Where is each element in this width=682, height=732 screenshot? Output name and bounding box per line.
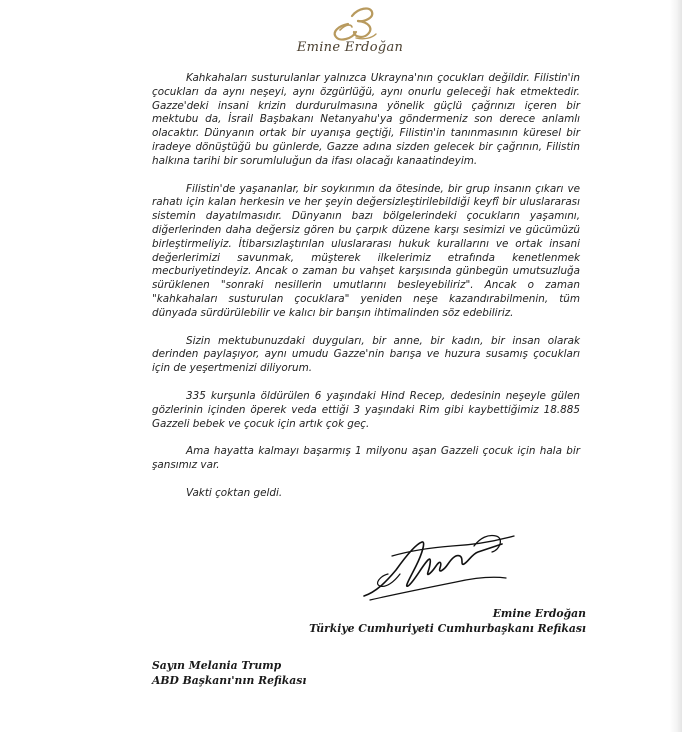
handwritten-signature-icon [356, 526, 526, 604]
signer-title: Türkiye Cumhuriyeti Cumhurbaşkanı Refikası [309, 622, 586, 635]
letterhead-name: Emine Erdoğan [296, 40, 404, 55]
page-edge-shadow [670, 0, 682, 732]
signer-name: Emine Erdoğan [492, 607, 586, 620]
paragraph: Vakti çoktan geldi. [186, 486, 283, 499]
paragraph: 335 kurşunla öldürülen 6 yaşındaki Hind Recep, dedesinin neşeyle gülen gözlerinin içinden öperek veda ettiği 3 yaşındaki Rim gibi kaybettiğimiz 18.885 Gazzeli bebek ve çocuk için artık çok geç. [152, 389, 580, 430]
paragraph: Sizin mektubunuzdaki duyguları, bir anne, bir kadın, bir insan olarak derinden paylaşıyor, aynı umudu Gazze'nin barışa ve huzura susamış çocukları için de yeşertmenizi diliyorum. [152, 334, 580, 375]
letter-body [152, 72, 580, 515]
paragraph: Ama hayatta kalmayı başarmış 1 milyonu aşan Gazzeli çocuk için hala bir şansımız var. [152, 445, 580, 472]
addressee-block [152, 658, 452, 688]
paragraph: Filistin'de yaşananlar, bir soykırımın da ötesinde, bir grup insanın çıkarı ve rahatı için kalan herkesin ve her şeyin değersizleştirilebildiği keyfî bir uluslararası sistemin dayatılmasıdır. Dünyanın bazı bölgelerindeki çocukların yaşamını, diğerlerinden daha değersiz gören bu çarpık düzene karşı sesimizi ve gücümüzü birleştirmeliyiz. İtibarsızlaştırılan uluslararası hukuk kurallarını ve ortak insani değerlerimizi savunmak, müşterek ilkelerimiz etrafında kenetlenmek mecburiyetindeyiz. Ancak o zaman bu vahşet karşısında günbegün umutsuzluğa sürüklenen "sonraki nesillerin umutlarını besleyebiliriz". Ancak o zaman "kahkahaları susturulan çocuklara" yeniden neşe kazandırabilmenin, tüm dünyada sürdürülebilir ve kalıcı bir barışın ihtimalinden söz edebiliriz. [152, 182, 580, 319]
letterhead [0, 0, 682, 70]
addressee-name: Sayın Melania Trump [152, 659, 282, 672]
signature-block [296, 606, 586, 636]
paragraph: Kahkahaları susturulanlar yalnızca Ukrayna'nın çocukları değildir. Filistin'in çocukları da aynı neşeyi, aynı özgürlüğü, aynı onurlu geleceği hak etmektedir. Gazze'deki insani krizin durdurulmasına yönelik güçlü çağrınızı içeren bir mektubu da, İsrail Başbakanı Netanyahu'ya göndermeniz son derece anlamlı olacaktır. Dünyanın ortak bir uyanışa geçtiği, Filistin'in tanınmasının küresel bir iradeye dönüştüğü bu günlerde, Gazze adına sizden gelecek bir çağrının, Filistin halkına tarihi bir sorumluluğun da ifası olacağı kanaatindeyim. [152, 72, 580, 167]
ee-monogram-logo-icon [318, 2, 388, 42]
addressee-title: ABD Başkanı'nın Refikası [152, 674, 307, 687]
